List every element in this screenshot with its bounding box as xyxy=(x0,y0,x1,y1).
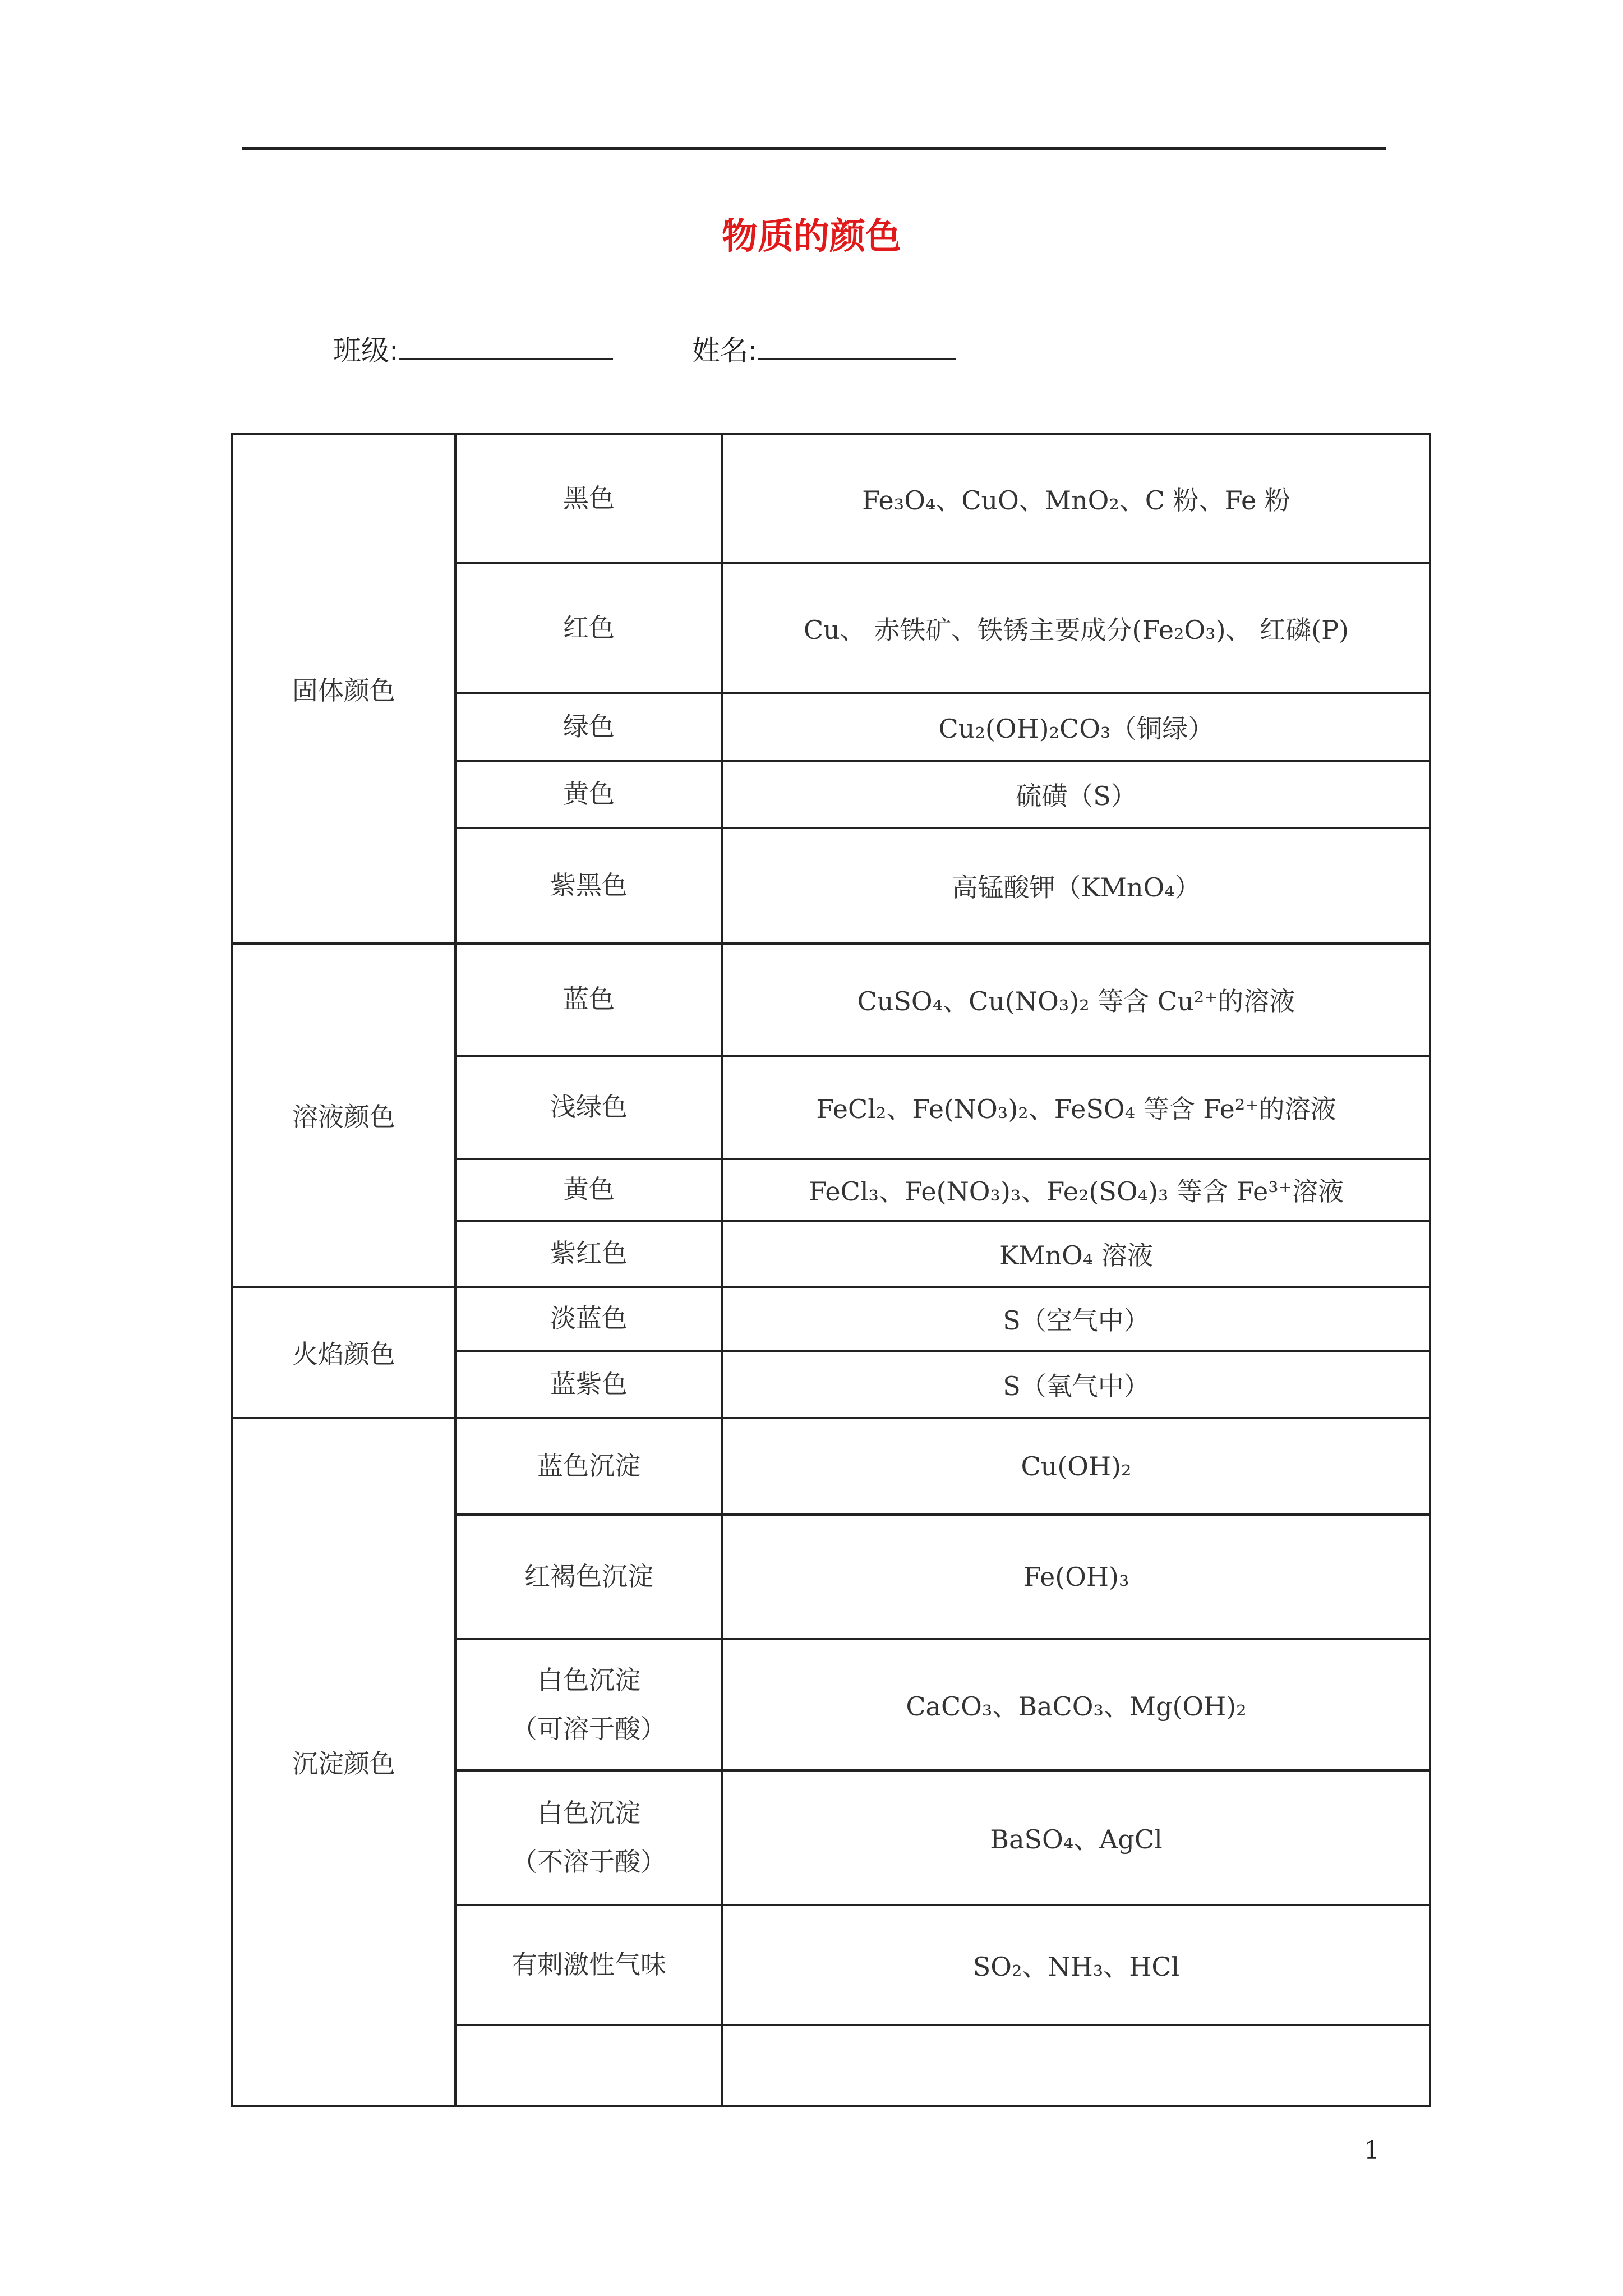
color-name-cell: 紫黑色 xyxy=(455,828,722,944)
name-label: 姓名: xyxy=(692,334,758,367)
examples-cell: Cu(OH)₂ xyxy=(722,1418,1430,1515)
color-name-cell: 红色 xyxy=(455,563,722,693)
color-name-cell: 蓝色 xyxy=(455,944,722,1056)
table-row xyxy=(232,434,1430,563)
examples-cell: Fe(OH)₃ xyxy=(722,1515,1430,1639)
color-name: 白色沉淀 xyxy=(537,1797,640,1828)
name-field xyxy=(692,328,956,369)
color-name-cell: 浅绿色 xyxy=(455,1056,722,1159)
color-name-cell: 绿色 xyxy=(455,693,722,761)
substance-color-table xyxy=(231,433,1431,2107)
color-name: 白色沉淀 xyxy=(537,1664,640,1695)
examples-cell: 高锰酸钾（KMnO₄） xyxy=(722,828,1430,944)
page-title: 物质的颜色 xyxy=(722,216,901,257)
examples-cell: Cu、 赤铁矿、铁锈主要成分(Fe₂O₃)、 红磷(P) xyxy=(722,563,1430,693)
color-name-cell xyxy=(455,1639,722,1770)
examples-cell: FeCl₂、Fe(NO₃)₂、FeSO₄ 等含 Fe²⁺的溶液 xyxy=(722,1056,1430,1159)
color-name-cell: 有刺激性气味 xyxy=(455,1905,722,2025)
examples-cell: CaCO₃、BaCO₃、Mg(OH)₂ xyxy=(722,1639,1430,1770)
color-name-cell xyxy=(455,2025,722,2106)
examples-cell: S（空气中） xyxy=(722,1287,1430,1351)
color-name-cell: 蓝紫色 xyxy=(455,1351,722,1418)
class-label: 班级: xyxy=(333,334,399,367)
page-number: 1 xyxy=(1364,2136,1380,2165)
table-row xyxy=(232,1287,1430,1351)
color-name-cell: 紫红色 xyxy=(455,1221,722,1287)
color-name-cell: 黄色 xyxy=(455,1159,722,1221)
color-name-cell: 红褐色沉淀 xyxy=(455,1515,722,1639)
category-cell: 火焰颜色 xyxy=(232,1287,455,1418)
name-blank[interactable] xyxy=(758,329,956,360)
color-note: （不溶于酸） xyxy=(511,1847,666,1877)
examples-cell: CuSO₄、Cu(NO₃)₂ 等含 Cu²⁺的溶液 xyxy=(722,944,1430,1056)
class-field xyxy=(333,328,613,369)
examples-cell: S（氧气中） xyxy=(722,1351,1430,1418)
examples-cell: SO₂、NH₃、HCl xyxy=(722,1905,1430,2025)
color-note: （可溶于酸） xyxy=(511,1714,666,1744)
examples-cell xyxy=(722,2025,1430,2106)
color-name-cell: 黄色 xyxy=(455,761,722,828)
examples-cell: KMnO₄ 溶液 xyxy=(722,1221,1430,1287)
table-row xyxy=(232,944,1430,1056)
color-name-cell: 蓝色沉淀 xyxy=(455,1418,722,1515)
examples-cell: 硫磺（S） xyxy=(722,761,1430,828)
category-cell: 沉淀颜色 xyxy=(232,1418,455,2106)
category-cell: 溶液颜色 xyxy=(232,944,455,1287)
examples-cell: Fe₃O₄、CuO、MnO₂、C 粉、Fe 粉 xyxy=(722,434,1430,563)
category-cell: 固体颜色 xyxy=(232,434,455,944)
table-row xyxy=(232,1418,1430,1515)
color-name-cell xyxy=(455,1770,722,1905)
examples-cell: Cu₂(OH)₂CO₃（铜绿） xyxy=(722,693,1430,761)
examples-cell: FeCl₃、Fe(NO₃)₃、Fe₂(SO₄)₃ 等含 Fe³⁺溶液 xyxy=(722,1159,1430,1221)
class-blank[interactable] xyxy=(399,329,613,360)
color-name-cell: 淡蓝色 xyxy=(455,1287,722,1351)
color-name-cell: 黑色 xyxy=(455,434,722,563)
examples-cell: BaSO₄、AgCl xyxy=(722,1770,1430,1905)
header-rule xyxy=(242,147,1386,150)
